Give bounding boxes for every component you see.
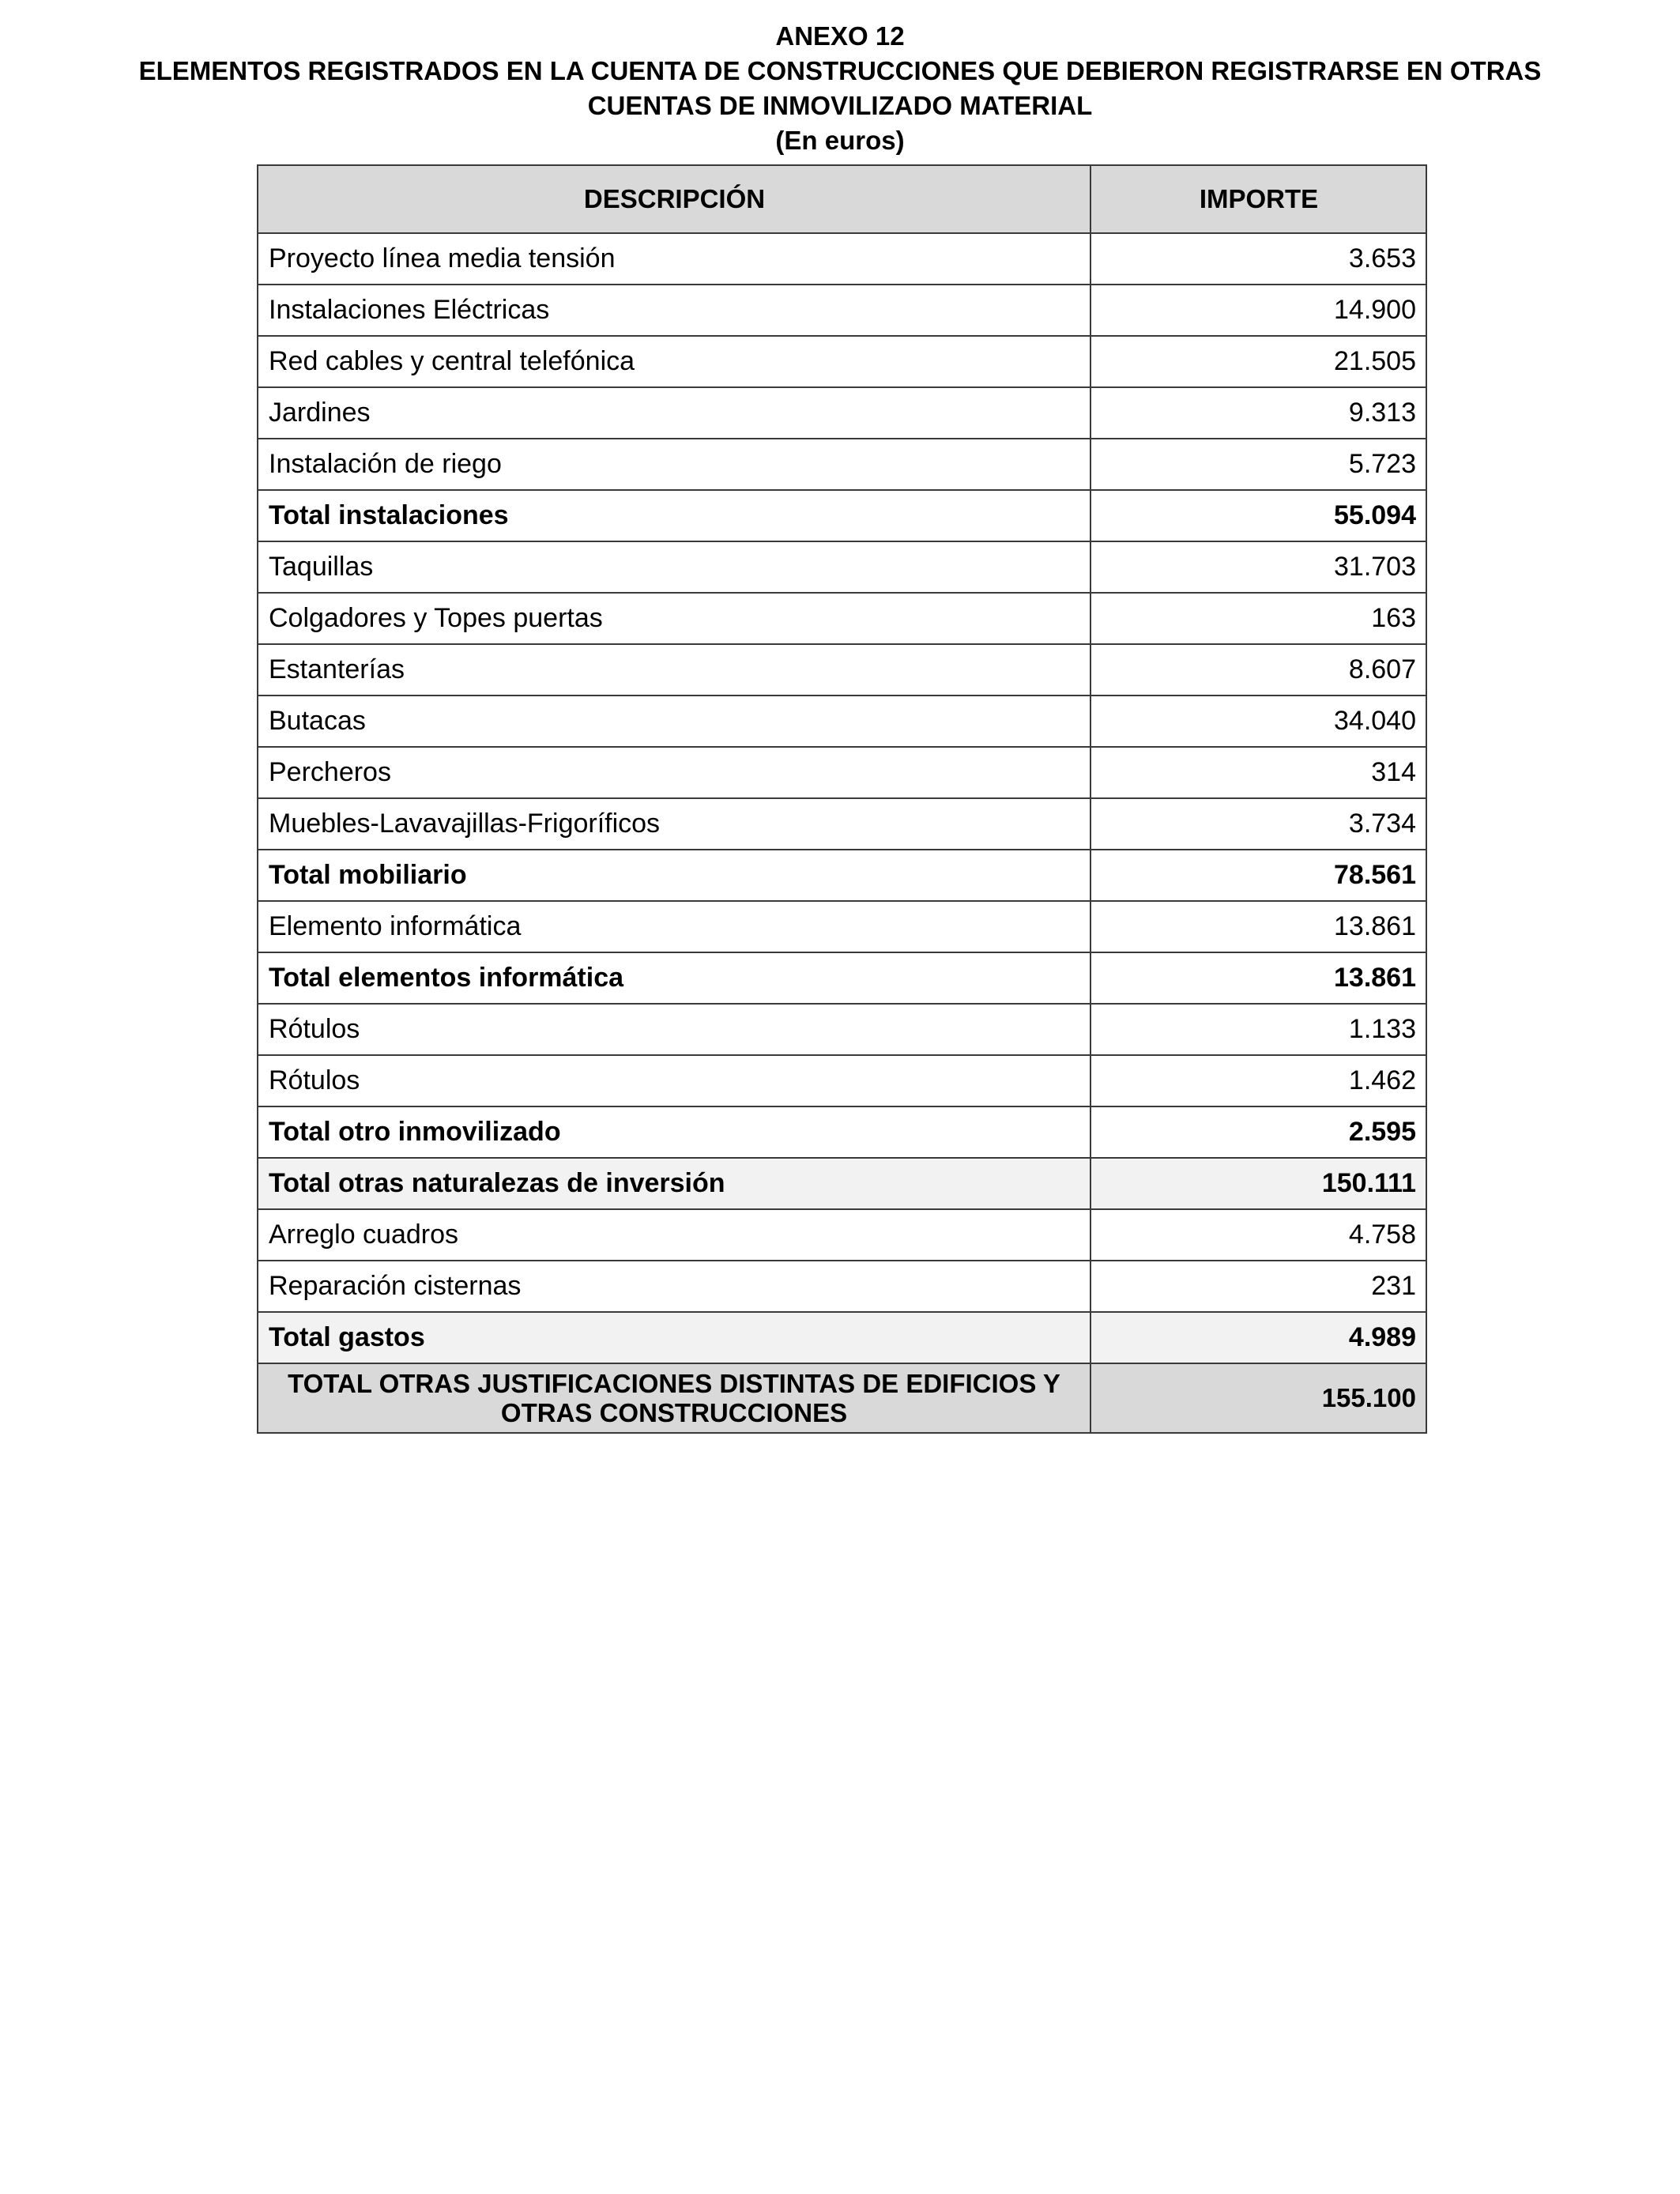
table-row	[258, 593, 1426, 644]
table-row	[258, 644, 1426, 696]
subtotal-row	[258, 1106, 1426, 1158]
header-amount: IMPORTE	[1090, 165, 1426, 233]
row-amount: 3.653	[1090, 233, 1426, 285]
row-description: Rótulos	[258, 1004, 1090, 1055]
table-row	[258, 285, 1426, 336]
subtotal-description: Total otro inmovilizado	[258, 1106, 1090, 1158]
row-description: Red cables y central telefónica	[258, 336, 1090, 387]
row-description: Arreglo cuadros	[258, 1209, 1090, 1261]
row-amount: 1.133	[1090, 1004, 1426, 1055]
table-row	[258, 1209, 1426, 1261]
row-description: Colgadores y Topes puertas	[258, 593, 1090, 644]
row-amount: 31.703	[1090, 541, 1426, 593]
subtotal-description: Total elementos informática	[258, 952, 1090, 1004]
row-description: Estanterías	[258, 644, 1090, 696]
row-amount: 3.734	[1090, 798, 1426, 850]
grand-total-description: TOTAL OTRAS JUSTIFICACIONES DISTINTAS DE EDIFICIOS Y OTRAS CONSTRUCCIONES	[258, 1363, 1090, 1433]
grand-total-row	[258, 1363, 1426, 1433]
row-description: Elemento informática	[258, 901, 1090, 952]
row-description: Taquillas	[258, 541, 1090, 593]
subtotal-description: Total mobiliario	[258, 850, 1090, 901]
row-description: Instalación de riego	[258, 439, 1090, 490]
row-amount: 14.900	[1090, 285, 1426, 336]
row-amount: 9.313	[1090, 387, 1426, 439]
table-row	[258, 233, 1426, 285]
expenses-total-row	[258, 1312, 1426, 1363]
expenses-total-amount: 4.989	[1090, 1312, 1426, 1363]
table-row	[258, 1261, 1426, 1312]
table-row	[258, 696, 1426, 747]
annex-table	[257, 164, 1427, 1434]
grand-total-amount: 155.100	[1090, 1363, 1426, 1433]
table-row	[258, 901, 1426, 952]
table-row	[258, 1004, 1426, 1055]
row-amount: 8.607	[1090, 644, 1426, 696]
annex-heading	[0, 19, 1680, 158]
annex-number: ANEXO 12	[775, 21, 905, 51]
subtotal-row	[258, 952, 1426, 1004]
annex-title-line-1: ELEMENTOS REGISTRADOS EN LA CUENTA DE CONSTRUCCIONES QUE DEBIERON REGISTRARSE EN OTRAS	[138, 56, 1542, 85]
subtotal-row	[258, 850, 1426, 901]
subtotal-amount: 13.861	[1090, 952, 1426, 1004]
table-row	[258, 747, 1426, 798]
subtotal-description: Total instalaciones	[258, 490, 1090, 541]
row-amount: 314	[1090, 747, 1426, 798]
investment-total-amount: 150.111	[1090, 1158, 1426, 1209]
row-amount: 34.040	[1090, 696, 1426, 747]
row-amount: 163	[1090, 593, 1426, 644]
subtotal-amount: 2.595	[1090, 1106, 1426, 1158]
table-row	[258, 1055, 1426, 1106]
table-row	[258, 439, 1426, 490]
investment-total-row	[258, 1158, 1426, 1209]
subtotal-amount: 78.561	[1090, 850, 1426, 901]
row-amount: 1.462	[1090, 1055, 1426, 1106]
subtotal-amount: 55.094	[1090, 490, 1426, 541]
row-amount: 13.861	[1090, 901, 1426, 952]
row-amount: 4.758	[1090, 1209, 1426, 1261]
subtotal-row	[258, 490, 1426, 541]
row-description: Jardines	[258, 387, 1090, 439]
table-row	[258, 541, 1426, 593]
row-amount: 21.505	[1090, 336, 1426, 387]
row-amount: 231	[1090, 1261, 1426, 1312]
row-description: Proyecto línea media tensión	[258, 233, 1090, 285]
header-description: DESCRIPCIÓN	[258, 165, 1090, 233]
table-row	[258, 336, 1426, 387]
row-description: Reparación cisternas	[258, 1261, 1090, 1312]
investment-total-description: Total otras naturalezas de inversión	[258, 1158, 1090, 1209]
table-header-row	[258, 165, 1426, 233]
table-row	[258, 798, 1426, 850]
row-amount: 5.723	[1090, 439, 1426, 490]
row-description: Rótulos	[258, 1055, 1090, 1106]
row-description: Instalaciones Eléctricas	[258, 285, 1090, 336]
currency-note: (En euros)	[775, 126, 905, 155]
annex-title-line-2: CUENTAS DE INMOVILIZADO MATERIAL	[587, 91, 1093, 120]
table-row	[258, 387, 1426, 439]
row-description: Muebles-Lavavajillas-Frigoríficos	[258, 798, 1090, 850]
row-description: Butacas	[258, 696, 1090, 747]
row-description: Percheros	[258, 747, 1090, 798]
expenses-total-description: Total gastos	[258, 1312, 1090, 1363]
